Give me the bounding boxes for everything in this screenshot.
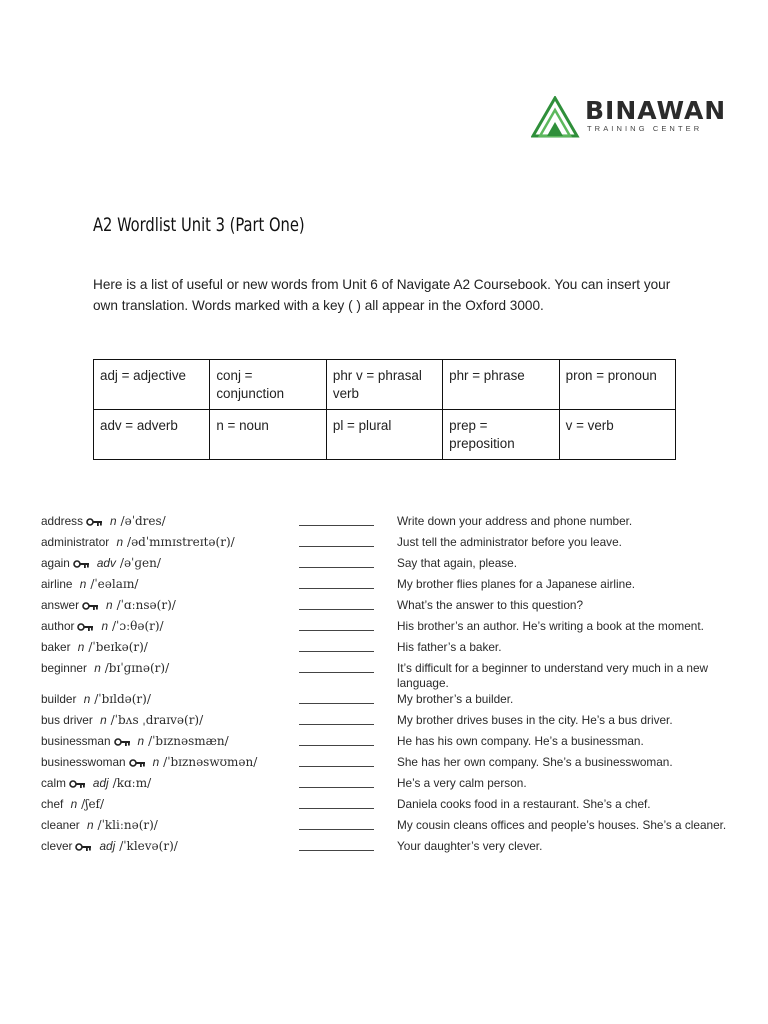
pronunciation: /ˈeəlaɪn/ bbox=[90, 577, 139, 591]
example-sentence: She has her own company. She’s a businesswoman. bbox=[397, 755, 673, 769]
part-of-speech: n bbox=[100, 713, 107, 727]
word-entry bbox=[41, 619, 164, 634]
translation-blank[interactable] bbox=[299, 808, 374, 809]
part-of-speech: n bbox=[152, 755, 160, 769]
headword: businesswoman bbox=[41, 755, 126, 769]
example-sentence: Your daughter’s very clever. bbox=[397, 839, 543, 853]
word-row bbox=[41, 816, 741, 837]
word-entry bbox=[41, 776, 151, 791]
part-of-speech: n bbox=[94, 661, 101, 675]
word-entry bbox=[41, 734, 229, 749]
word-entry bbox=[41, 755, 257, 770]
word-row bbox=[41, 554, 741, 575]
part-of-speech: n bbox=[77, 640, 85, 654]
headword: builder bbox=[41, 692, 77, 706]
pronunciation: /ʃef/ bbox=[81, 797, 105, 811]
word-row bbox=[41, 638, 741, 659]
example-sentence: Write down your address and phone number. bbox=[397, 514, 633, 528]
headword: clever bbox=[41, 839, 73, 853]
translation-blank[interactable] bbox=[299, 766, 374, 767]
abbreviation-cell: v = verb bbox=[559, 410, 675, 460]
part-of-speech: n bbox=[83, 692, 91, 706]
part-of-speech: n bbox=[106, 598, 113, 612]
pronunciation: /ˈbɪldə(r)/ bbox=[94, 692, 151, 706]
part-of-speech: adv bbox=[96, 556, 116, 570]
example-sentence: What’s the answer to this question? bbox=[397, 598, 584, 612]
translation-blank[interactable] bbox=[299, 651, 374, 652]
translation-blank[interactable] bbox=[299, 829, 374, 830]
pronunciation: /ədˈmɪnɪstreɪtə(r)/ bbox=[127, 535, 235, 549]
word-row bbox=[41, 533, 741, 554]
headword: again bbox=[41, 556, 70, 570]
word-row bbox=[41, 711, 741, 732]
translation-blank[interactable] bbox=[299, 672, 374, 673]
word-row bbox=[41, 659, 741, 690]
pronunciation: /ˈɔːθə(r)/ bbox=[112, 619, 164, 633]
part-of-speech: adj bbox=[92, 776, 109, 790]
key-icon bbox=[129, 756, 145, 770]
headword: beginner bbox=[41, 661, 87, 675]
example-sentence: Just tell the administrator before you leave. bbox=[397, 535, 622, 549]
example-sentence: His brother’s an author. He’s writing a book at the moment. bbox=[397, 619, 704, 633]
word-entry bbox=[41, 661, 169, 675]
headword: cleaner bbox=[41, 818, 80, 832]
logo-subtitle: TRAINING CENTER bbox=[587, 124, 703, 133]
word-entry bbox=[41, 818, 158, 832]
pronunciation: /əˈɡen/ bbox=[119, 556, 161, 570]
part-of-speech: n bbox=[101, 619, 109, 633]
abbreviation-cell: adj = adjective bbox=[94, 360, 210, 410]
abbreviation-cell: phr = phrase bbox=[443, 360, 560, 410]
abbreviation-cell: pl = plural bbox=[326, 410, 442, 460]
key-icon bbox=[73, 557, 89, 571]
abbreviation-cell: conj = conjunction bbox=[210, 360, 327, 410]
word-entry bbox=[41, 598, 176, 613]
example-sentence: He’s a very calm person. bbox=[397, 776, 527, 790]
abbreviation-cell: pron = pronoun bbox=[559, 360, 675, 410]
example-sentence: It’s difficult for a beginner to understand very much in a new language. bbox=[397, 661, 709, 690]
binawan-logo bbox=[531, 96, 727, 140]
key-icon bbox=[86, 515, 102, 529]
example-sentence: Say that again, please. bbox=[397, 556, 518, 570]
abbreviation-cell: prep = preposition bbox=[443, 410, 560, 460]
translation-blank[interactable] bbox=[299, 588, 374, 589]
abbreviation-table bbox=[93, 359, 676, 460]
part-of-speech: n bbox=[86, 818, 94, 832]
word-row bbox=[41, 837, 741, 858]
pronunciation: /ˈbɪznəsmæn/ bbox=[148, 734, 229, 748]
word-row bbox=[41, 512, 741, 533]
part-of-speech: n bbox=[79, 577, 87, 591]
key-icon bbox=[77, 620, 93, 634]
word-entry bbox=[41, 535, 235, 549]
headword: businessman bbox=[41, 734, 111, 748]
key-icon bbox=[82, 599, 98, 613]
logo-triangle-icon bbox=[531, 96, 581, 138]
translation-blank[interactable] bbox=[299, 525, 374, 526]
part-of-speech: n bbox=[70, 797, 78, 811]
translation-blank[interactable] bbox=[299, 703, 374, 704]
word-row bbox=[41, 795, 741, 816]
pronunciation: /ˈklevə(r)/ bbox=[119, 839, 178, 853]
example-sentence: He has his own company. He’s a businessman. bbox=[397, 734, 644, 748]
translation-blank[interactable] bbox=[299, 724, 374, 725]
key-icon bbox=[69, 777, 85, 791]
abbreviation-row bbox=[94, 360, 676, 410]
word-entry bbox=[41, 640, 148, 654]
translation-blank[interactable] bbox=[299, 630, 374, 631]
headword: baker bbox=[41, 640, 71, 654]
headword: answer bbox=[41, 598, 80, 612]
headword: calm bbox=[41, 776, 66, 790]
pronunciation: /ˈbɪznəswʊmən/ bbox=[163, 755, 258, 769]
abbreviation-cell: phr v = phrasal verb bbox=[326, 360, 442, 410]
translation-blank[interactable] bbox=[299, 609, 374, 610]
logo-name: BINAWAN bbox=[585, 96, 727, 125]
page-title: A2 Wordlist Unit 3 (Part One) bbox=[93, 214, 305, 236]
pronunciation: /ˈbeɪkə(r)/ bbox=[88, 640, 148, 654]
example-sentence: My cousin cleans offices and people’s houses. She’s a cleaner. bbox=[397, 818, 727, 832]
word-row bbox=[41, 753, 741, 774]
word-entry bbox=[41, 556, 161, 571]
example-sentence: My brother’s a builder. bbox=[397, 692, 514, 706]
translation-blank[interactable] bbox=[299, 567, 374, 568]
translation-blank[interactable] bbox=[299, 745, 374, 746]
word-entry bbox=[41, 839, 178, 854]
headword: airline bbox=[41, 577, 73, 591]
word-entry bbox=[41, 577, 138, 591]
part-of-speech: n bbox=[137, 734, 145, 748]
key-icon bbox=[75, 840, 91, 854]
translation-blank[interactable] bbox=[299, 787, 374, 788]
word-row bbox=[41, 596, 741, 617]
headword: address bbox=[41, 514, 83, 528]
word-row bbox=[41, 575, 741, 596]
word-row bbox=[41, 690, 741, 711]
headword: bus driver bbox=[41, 713, 93, 727]
word-row bbox=[41, 732, 741, 753]
example-sentence: My brother flies planes for a Japanese airline. bbox=[397, 577, 636, 591]
pronunciation: /kɑːm/ bbox=[112, 776, 152, 790]
abbreviation-cell: adv = adverb bbox=[94, 410, 210, 460]
word-list bbox=[41, 512, 741, 858]
pronunciation: /bɪˈɡɪnə(r)/ bbox=[104, 661, 170, 675]
pronunciation: /ˈkliːnə(r)/ bbox=[97, 818, 158, 832]
key-icon bbox=[114, 735, 130, 749]
word-row bbox=[41, 774, 741, 795]
pronunciation: /ˈɑːnsə(r)/ bbox=[116, 598, 176, 612]
abbreviation-row bbox=[94, 410, 676, 460]
pronunciation: /əˈdres/ bbox=[120, 514, 166, 528]
word-entry bbox=[41, 713, 203, 727]
word-row bbox=[41, 617, 741, 638]
headword: author bbox=[41, 619, 75, 633]
translation-blank[interactable] bbox=[299, 546, 374, 547]
part-of-speech: n bbox=[116, 535, 124, 549]
pronunciation: /ˈbʌs ˌdraɪvə(r)/ bbox=[110, 713, 204, 727]
example-sentence: Daniela cooks food in a restaurant. She’s a chef. bbox=[397, 797, 651, 811]
part-of-speech: n bbox=[109, 514, 117, 528]
intro-paragraph: Here is a list of useful or new words from Unit 6 of Navigate A2 Coursebook. You can insert your own translation. Words marked with a key ( ) all appear in the Oxford 3000. bbox=[93, 277, 671, 313]
word-entry bbox=[41, 692, 151, 706]
headword: administrator bbox=[41, 535, 110, 549]
word-entry bbox=[41, 514, 166, 529]
translation-blank[interactable] bbox=[299, 850, 374, 851]
word-entry bbox=[41, 797, 104, 811]
example-sentence: My brother drives buses in the city. He’s a bus driver. bbox=[397, 713, 673, 727]
example-sentence: His father’s a baker. bbox=[397, 640, 502, 654]
part-of-speech: adj bbox=[99, 839, 116, 853]
abbreviation-cell: n = noun bbox=[210, 410, 327, 460]
headword: chef bbox=[41, 797, 64, 811]
